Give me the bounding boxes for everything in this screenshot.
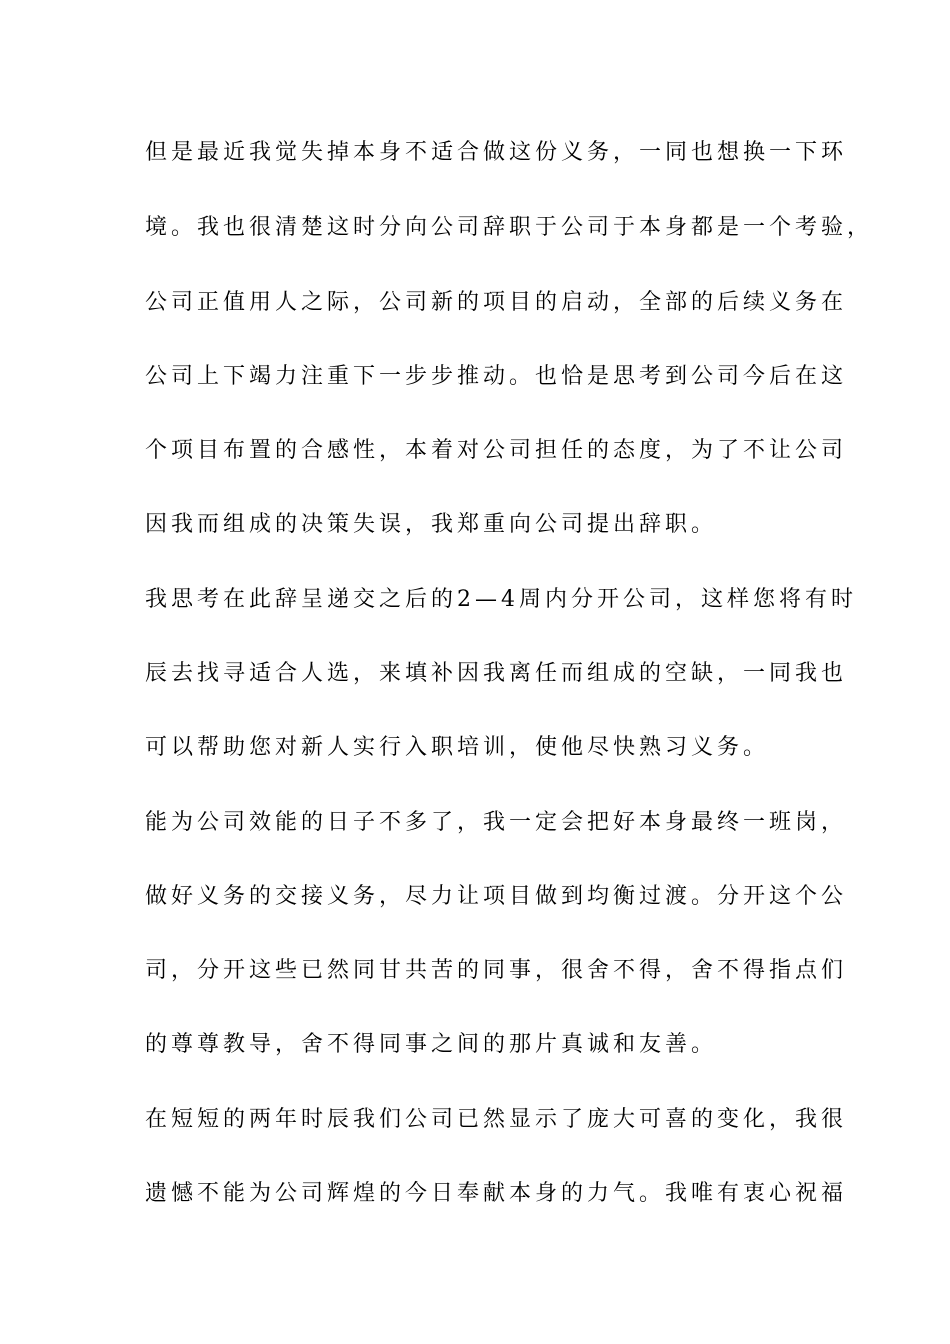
text-line: 我思考在此辞呈递交之后的2—4周内分开公司，这样您将有时 bbox=[145, 587, 857, 612]
text-line: 遗憾不能为公司辉煌的今日奉献本身的力气。我唯有衷心祝福 bbox=[145, 1181, 848, 1206]
text-line: 可以帮助您对新人实行入职培训，使他尽快熟习义务。 bbox=[145, 735, 770, 760]
text-line: 做好义务的交接义务，尽力让项目做到均衡过渡。分开这个公 bbox=[145, 884, 848, 909]
text-line: 辰去找寻适合人选，来填补因我离任而组成的空缺，一同我也 bbox=[145, 661, 848, 686]
text-line: 但是最近我觉失掉本身不适合做这份义务，一同也想换一下环 bbox=[145, 140, 848, 165]
text-line: 在短短的两年时辰我们公司已然显示了庞大可喜的变化，我很 bbox=[145, 1107, 848, 1132]
text-line: 个项目布置的合感性，本着对公司担任的态度，为了不让公司 bbox=[145, 438, 848, 463]
text-line: 境。我也很清楚这时分向公司辞职于公司于本身都是一个考验， bbox=[145, 215, 874, 240]
text-line: 因我而组成的决策失误，我郑重向公司提出辞职。 bbox=[145, 512, 718, 537]
text-line: 司，分开这些已然同甘共苦的同事，很舍不得，舍不得指点们 bbox=[145, 958, 848, 983]
text-line: 公司上下竭力注重下一步步推动。也恰是思考到公司今后在这 bbox=[145, 364, 848, 389]
text-line: 公司正值用人之际，公司新的项目的启动，全部的后续义务在 bbox=[145, 290, 848, 315]
text-line: 能为公司效能的日子不多了，我一定会把好本身最终一班岗， bbox=[145, 810, 848, 835]
text-line: 的尊尊教导，舍不得同事之间的那片真诚和友善。 bbox=[145, 1032, 718, 1057]
